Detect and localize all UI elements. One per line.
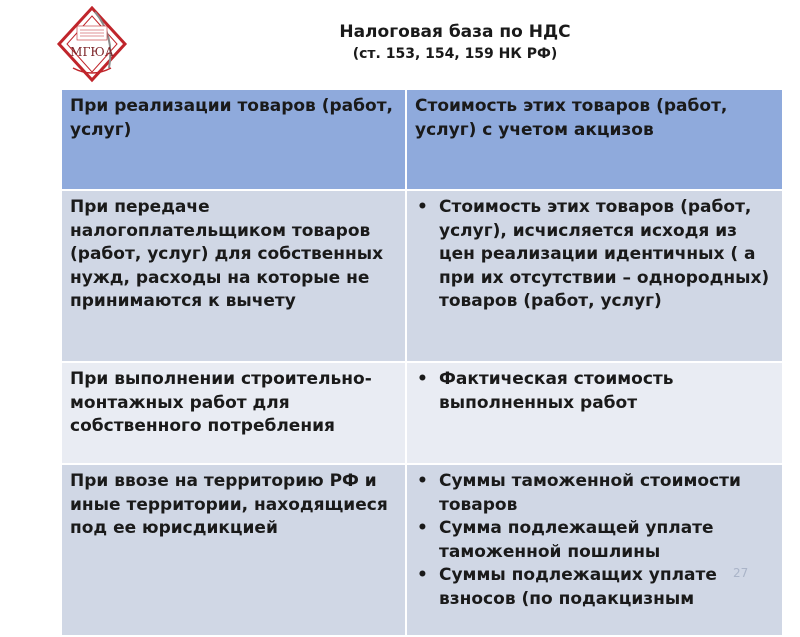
slide-title: Налоговая база по НДС: [339, 22, 571, 42]
table-cell-right: Стоимость этих товаров (работ, услуг) с учетом акцизов: [406, 89, 783, 190]
list-item: • Сумма подлежащей уплате таможенной пошлины: [439, 517, 774, 564]
table-cell-left: При выполнении строительно-монтажных работ для собственного потребления: [61, 362, 406, 464]
slide-header: [220, 20, 690, 64]
table-row: [61, 190, 783, 362]
table-cell-right: [406, 464, 783, 636]
list-item: • Стоимость этих товаров (работ, услуг), исчисляется исходя из цен реализации идентичных ( а при их отсутствии – однородных) товаров (работ, услуг): [439, 196, 774, 314]
table-cell-left: При ввозе на территорию РФ и иные территории, находящиеся под ее юрисдикцией: [61, 464, 406, 636]
bullet-list: [415, 196, 774, 314]
table-row: [61, 464, 783, 636]
table-header-row: [61, 89, 783, 190]
list-item: • Суммы подлежащих уплате взносов (по подакцизным: [439, 564, 774, 611]
mgua-logo: [55, 6, 129, 84]
list-item: • Фактическая стоимость выполненных работ: [439, 368, 774, 415]
page-number: 27: [733, 566, 749, 580]
table-row: [61, 362, 783, 464]
list-item: • Суммы таможенной стоимости товаров: [439, 470, 774, 517]
slide-subtitle: (ст. 153, 154, 159 НК РФ): [352, 46, 558, 62]
logo-text: МГЮА: [70, 45, 114, 59]
table-cell-right: [406, 362, 783, 464]
tax-base-table: [60, 88, 784, 637]
bullet-list: [415, 368, 774, 415]
bullet-list: [415, 470, 774, 611]
table-cell-right: [406, 190, 783, 362]
table-cell-left: При передаче налогоплательщиком товаров (работ, услуг) для собственных нужд, расходы на которые не принимаются к вычету: [61, 190, 406, 362]
table-cell-left: При реализации товаров (работ, услуг): [61, 89, 406, 190]
